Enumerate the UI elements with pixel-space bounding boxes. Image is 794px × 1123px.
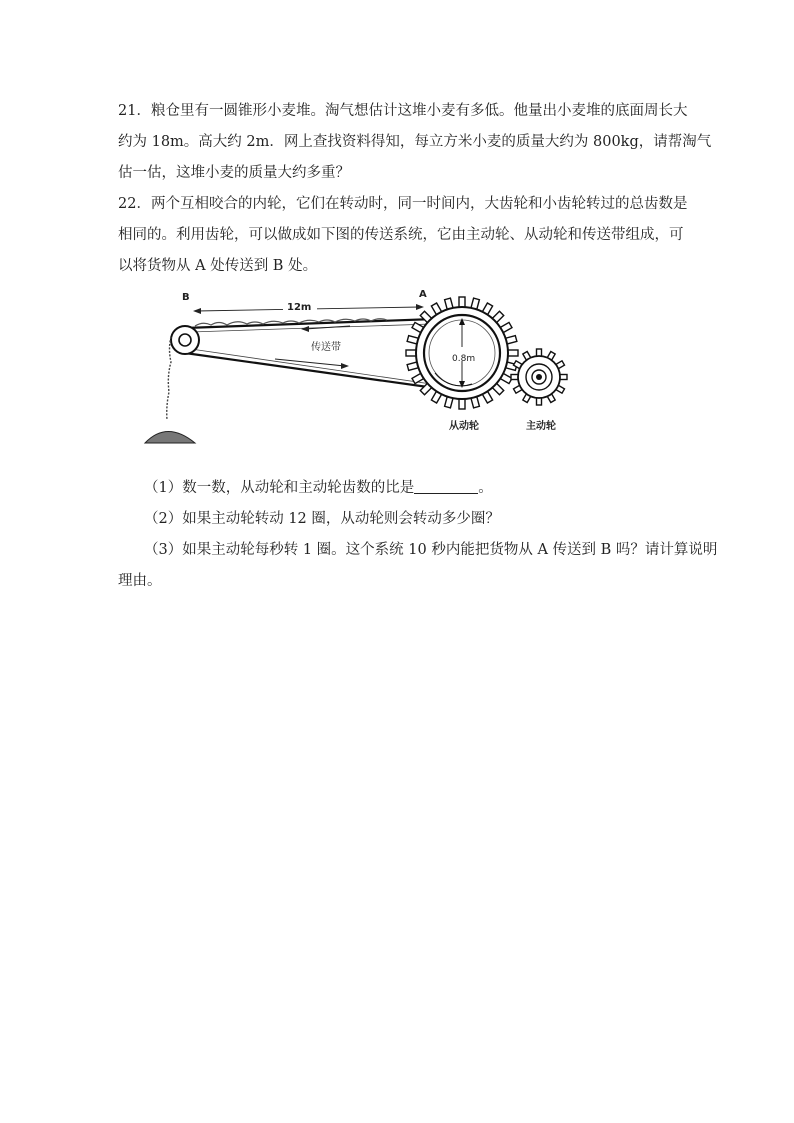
- sub-question-3-line-1: （3）如果主动轮每秒转 1 圈。这个系统 10 秒内能把货物从 A 传送到 B 吗？请计算说明: [144, 542, 718, 558]
- distance-label: 12m: [287, 302, 312, 313]
- question-22-line-2: 相同的。利用齿轮，可以做成如下图的传送系统，它由主动轮、从动轮和传送带组成，可: [118, 227, 684, 243]
- figure-label-a: A: [419, 289, 427, 300]
- conveyor-figure: [135, 285, 575, 455]
- diameter-label: 0.8m: [452, 354, 476, 364]
- answer-blank[interactable]: [414, 479, 478, 494]
- sub-question-3-line-2: 理由。: [118, 573, 162, 589]
- question-22: [118, 189, 688, 282]
- question-21-line-2: 约为 18m。高大约 2m．网上查找资料得知，每立方米小麦的质量大约为 800kg，请帮淘气: [118, 134, 712, 150]
- goods-pile: [145, 432, 195, 444]
- roller-b: [171, 326, 199, 354]
- figure-label-b: B: [182, 292, 190, 303]
- driving-gear: [511, 349, 567, 405]
- belt-label: 传送带: [311, 342, 341, 353]
- driven-wheel-label: 从动轮: [449, 421, 479, 432]
- driving-wheel-label: 主动轮: [526, 421, 556, 432]
- falling-goods: [167, 337, 171, 420]
- question-21: [118, 96, 712, 189]
- driven-gear: [406, 297, 518, 409]
- belt-bottom: [185, 353, 435, 388]
- sub-question-2: （2）如果主动轮转动 12 圈，从动轮则会转动多少圈？: [144, 511, 500, 527]
- question-21-line-1: 21．粮仓里有一圆锥形小麦堆。淘气想估计这堆小麦有多低。他量出小麦堆的底面周长大: [118, 103, 688, 119]
- question-22-line-3: 以将货物从 A 处传送到 B 处。: [118, 258, 318, 274]
- question-22-line-1: 22．两个互相咬合的内轮，它们在转动时，同一时间内，大齿轮和小齿轮转过的总齿数是: [118, 196, 688, 212]
- sub-question-1-suffix: 。: [478, 480, 493, 496]
- sub-question-1: [144, 473, 493, 504]
- sub-question-3: [118, 535, 718, 597]
- sub-question-1-text: （1）数一数，从动轮和主动轮齿数的比是: [144, 480, 415, 496]
- question-21-line-3: 估一估，这堆小麦的质量大约多重？: [118, 165, 350, 181]
